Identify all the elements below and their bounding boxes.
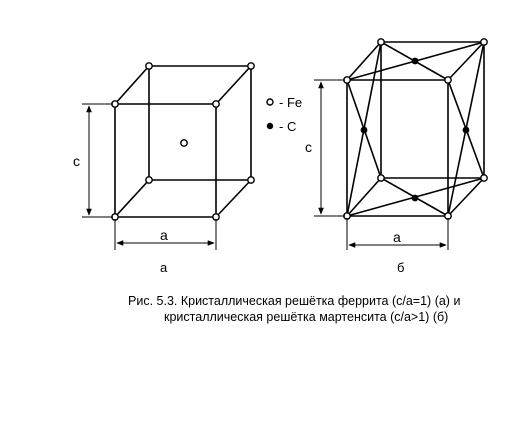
legend-fe-label: - Fe [279,95,303,110]
fe-atom-center [181,140,187,146]
figure-caption-line-1: Рис. 5.3. Кристаллическая решётка феррита (c/a=1) (а) и [128,294,461,308]
c-atom [412,195,419,202]
fe-atom [481,175,487,181]
legend-fe-symbol [267,99,273,105]
ferrite-dim-c-label: c [73,153,80,169]
figure-caption-line-2: кристаллическая решётка мартенсита (c/a>1) (б) [164,310,449,324]
legend-c-symbol [267,123,273,129]
c-atom [361,127,368,134]
ferrite-dim-c [82,104,113,217]
ferrite-edge [216,66,251,104]
fe-atom [481,39,487,45]
fe-atom [248,63,254,69]
martensite-back-face [381,42,484,178]
martensite-dim-a-label: a [393,229,401,245]
ferrite-sublabel: а [160,260,168,275]
fe-atom [445,77,451,83]
ferrite-edge [115,66,149,104]
fe-atom [146,63,152,69]
martensite-dim-c-label: c [305,139,312,155]
legend-c-label: - C [279,119,297,134]
martensite-front-face [347,80,448,216]
c-atom [463,127,470,134]
ferrite-edge [115,180,149,217]
ferrite-edge [216,180,251,217]
martensite-c-atoms [361,58,470,202]
fe-atom [146,177,152,183]
fe-atom [213,101,219,107]
martensite-edge [347,178,381,216]
martensite-sublabel: б [397,260,405,275]
fe-atom [378,175,384,181]
martensite-edge [347,42,381,80]
fe-atom [378,39,384,45]
fe-atom [248,177,254,183]
martensite-dim-c [314,80,345,216]
c-atom [412,58,419,65]
ferrite-dim-a-label: a [160,227,168,243]
